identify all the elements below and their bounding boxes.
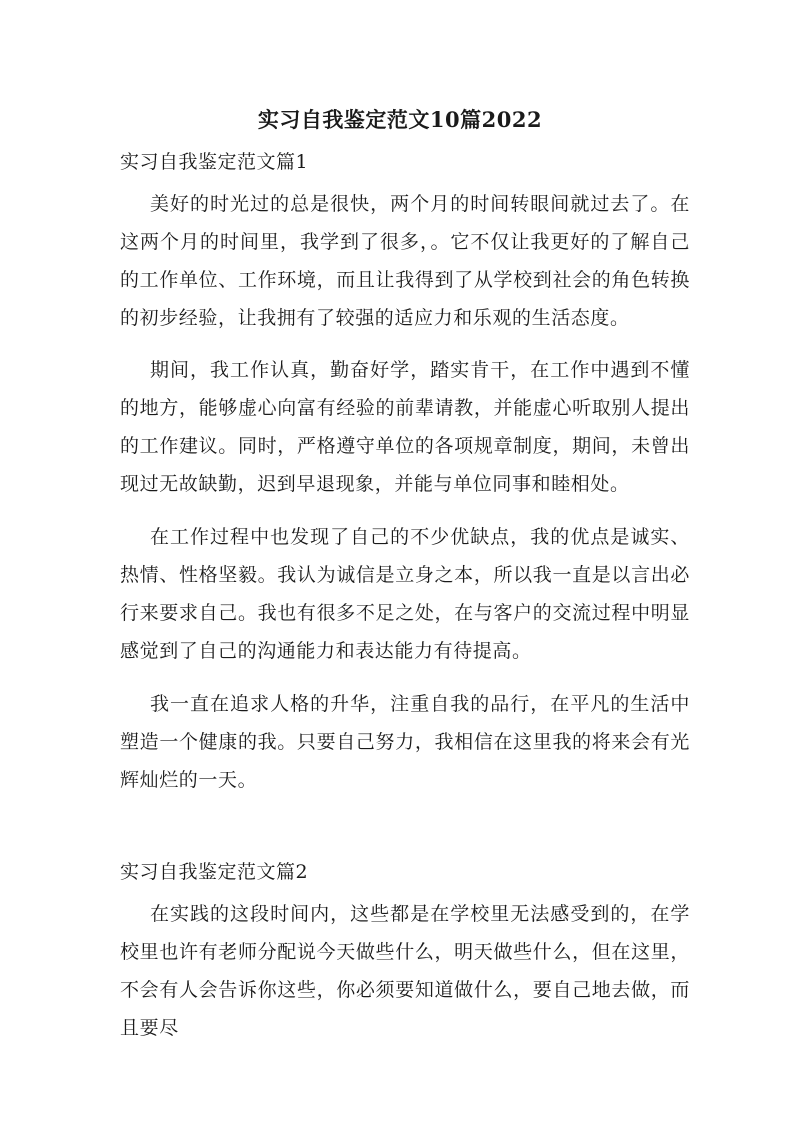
paragraph: 在工作过程中也发现了自己的不少优缺点，我的优点是诚实、热情、性格坚毅。我认为诚信是立身之本，所以我一直是以言出必行来要求自己。我也有很多不足之处，在与客户的交流过程中明显感觉到了自己的沟通能力和表达能力有待提高。 [120,526,690,662]
document-title: 实习自我鉴定范文10篇2022 [257,107,543,132]
paragraph: 美好的时光过的总是很快，两个月的时间转眼间就过去了。在这两个月的时间里，我学到了很多，。它不仅让我更好的了解自己的工作单位、工作环境，而且让我得到了从学校到社会的角色转换的初步经验，让我拥有了较强的适应力和乐观的生活态度。 [120,193,690,329]
paragraph: 期间，我工作认真，勤奋好学，踏实肯干，在工作中遇到不懂的地方，能够虚心向富有经验的前辈请教，并能虚心听取别人提出的工作建议。同时，严格遵守单位的各项规章制度，期间，未曾出现过无故缺勤，迟到早退现象，并能与单位同事和睦相处。 [120,359,690,495]
section-heading-1: 实习自我鉴定范文篇1 [120,151,309,173]
section-heading-2: 实习自我鉴定范文篇2 [120,861,309,883]
paragraph: 我一直在追求人格的升华，注重自我的品行，在平凡的生活中塑造一个健康的我。只要自己努力，我相信在这里我的将来会有光辉灿烂的一天。 [120,693,690,791]
paragraph: 在实践的这段时间内，这些都是在学校里无法感受到的，在学校里也许有老师分配说今天做些什么，明天做些什么，但在这里，不会有人会告诉你这些，你必须要知道做什么，要自己地去做，而且要尽 [120,903,690,1039]
